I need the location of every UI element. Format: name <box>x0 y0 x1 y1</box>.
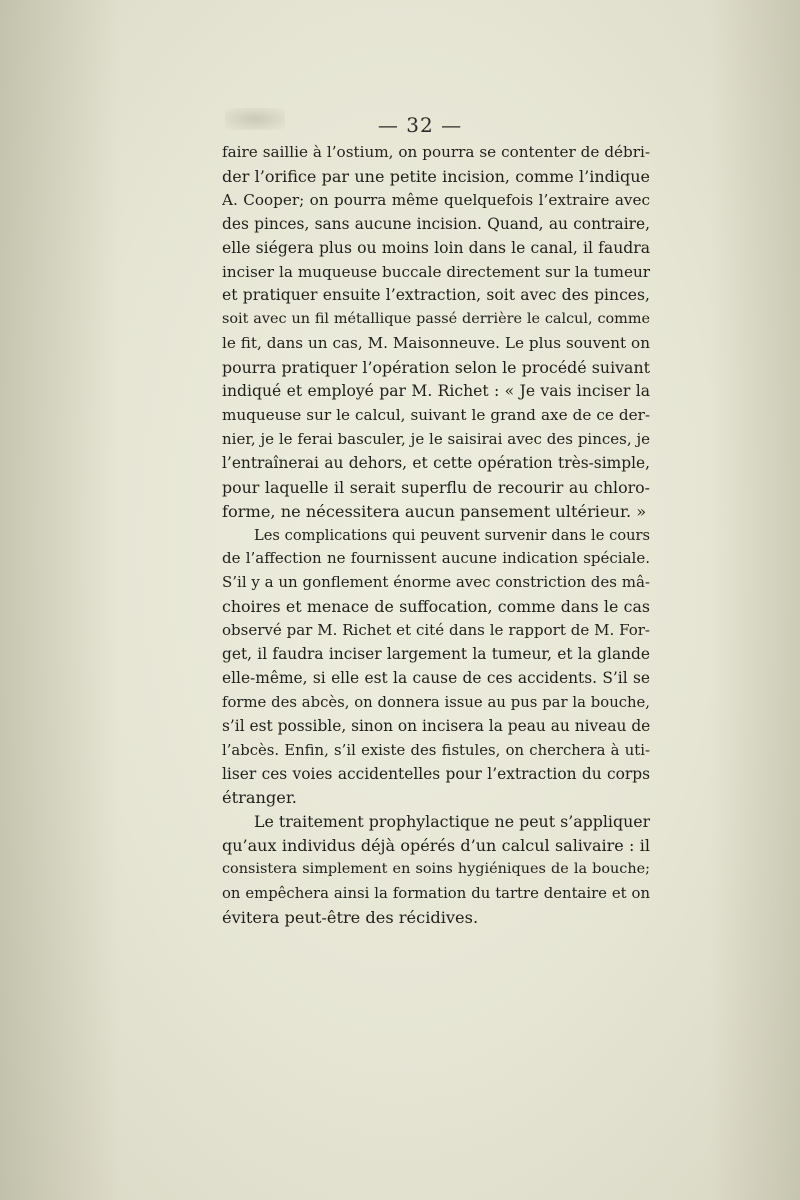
text-line: de l’affection ne fournissent aucune indication spéciale. <box>222 549 650 568</box>
text-line: consistera simplement en soins hygiéniques de la bouche; <box>222 861 650 878</box>
body-text <box>222 141 650 930</box>
text-line: le fit, dans un cas, M. Maisonneuve. Le plus souvent on <box>222 334 650 353</box>
text-line: inciser la muqueuse buccale directement sur la tumeur <box>222 262 650 281</box>
text-line: muqueuse sur le calcul, suivant le grand axe de ce der- <box>222 405 650 424</box>
text-line: l’entraînerai au dehors, et cette opération très-simple, <box>222 453 650 472</box>
text-line: S’il y a un gonflement énorme avec constriction des mâ- <box>222 573 650 592</box>
text-line: der l’orifice par une petite incision, comme l’indique <box>222 166 650 186</box>
text-line: pour laquelle il serait superflu de recourir au chloro- <box>222 477 650 497</box>
page-edge-shadow-left <box>0 0 120 1200</box>
text-line: et pratiquer ensuite l’extraction, soit avec des pinces, <box>222 286 650 305</box>
text-line: faire saillie à l’ostium, on pourra se contenter de débri- <box>222 143 650 161</box>
text-line: qu’aux individus déjà opérés d’un calcul salivaire : il <box>222 836 650 856</box>
text-line: soit avec un fil métallique passé derrière le calcul, comme <box>222 311 650 328</box>
text-line: forme, ne nécessitera aucun pansement ultérieur. » <box>222 501 647 521</box>
text-line: Les complications qui peuvent survenir dans le cours <box>254 526 650 544</box>
text-line: nier, je le ferai basculer, je le saisirai avec des pinces, je <box>222 429 650 448</box>
text-line: get, il faudra inciser largement la tumeur, et la glande <box>222 645 650 664</box>
text-line: pourra pratiquer l’opération selon le procédé suivant <box>222 358 650 378</box>
text-line: A. Cooper; on pourra même quelquefois l’extraire avec <box>222 190 650 209</box>
text-line: choires et menace de suffocation, comme dans le cas <box>222 597 650 617</box>
text-line: liser ces voies accidentelles pour l’extraction du corps <box>222 764 650 783</box>
text-line: l’abcès. Enfin, s’il existe des fistules, on cherchera à uti- <box>222 741 650 759</box>
text-line: étranger. <box>222 788 297 808</box>
text-line: des pinces, sans aucune incision. Quand, au contraire, <box>222 214 650 233</box>
text-line: s’il est possible, sinon on incisera la peau au niveau de <box>222 716 650 735</box>
text-line: indiqué et employé par M. Richet : « Je vais inciser la <box>222 382 650 401</box>
text-line: observé par M. Richet et cité dans le rapport de M. For- <box>222 621 650 640</box>
page-number: — 32 — <box>377 113 463 137</box>
text-line: Le traitement prophylactique ne peut s’appliquer <box>254 812 650 832</box>
page-edge-shadow-right <box>710 0 800 1200</box>
text-line: elle siégera plus ou moins loin dans le canal, il faudra <box>222 238 650 257</box>
text-line: évitera peut-être des récidives. <box>222 908 479 927</box>
text-line: on empêchera ainsi la formation du tartre dentaire et on <box>222 885 650 903</box>
text-line: forme des abcès, on donnera issue au pus par la bouche, <box>222 693 650 711</box>
text-line: elle-même, si elle est la cause de ces accidents. S’il se <box>222 668 650 687</box>
